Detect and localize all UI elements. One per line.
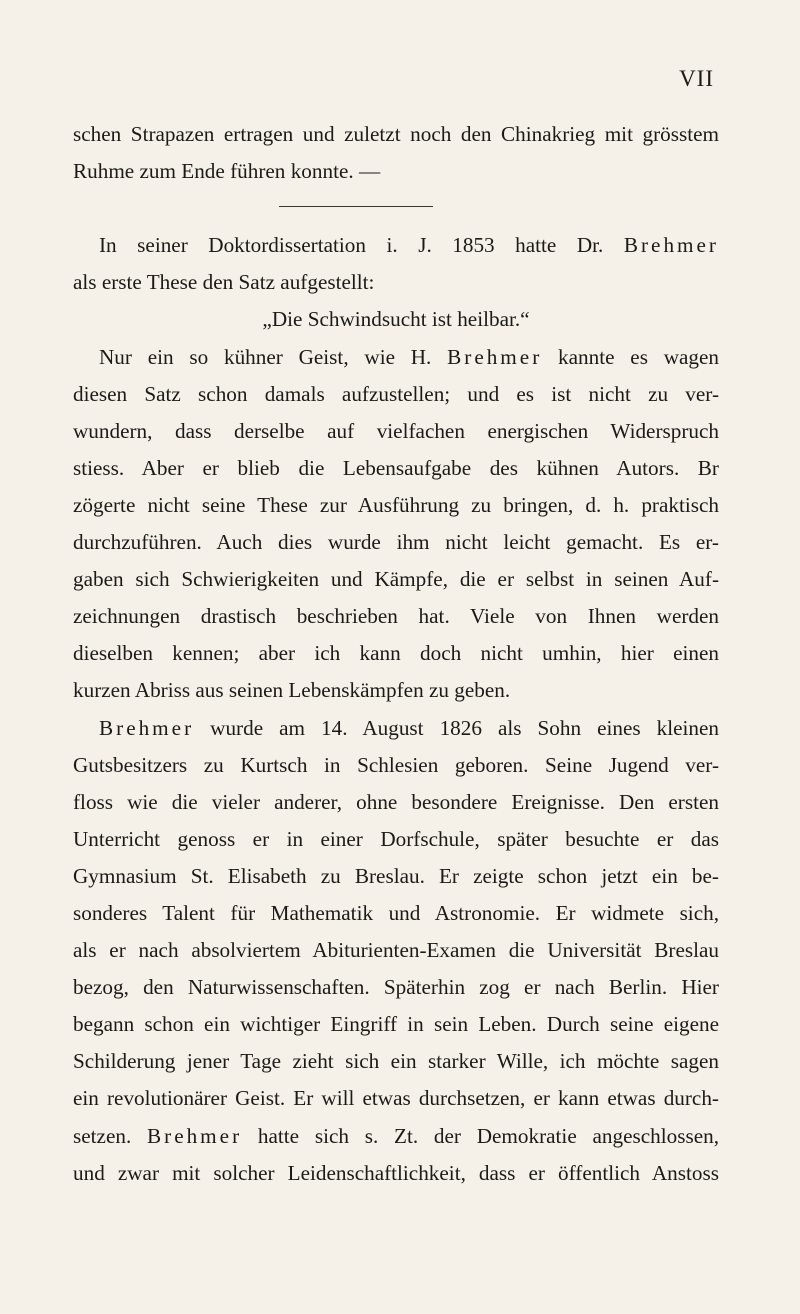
text-line: begann schon ein wichtiger Eingriff in sein Leben. Durch seine eigene (73, 1012, 719, 1037)
text-line: kurzen Abriss aus seinen Lebenskämpfen zu geben. (73, 678, 511, 703)
text-line: sonderes Talent für Mathematik und Astronomie. Er widmete sich, (73, 900, 719, 925)
surname-emphasis: Brehmer (447, 344, 543, 369)
text-line: In seiner Doktordissertation i. J. 1853 hatte Dr. Brehmer (99, 233, 719, 258)
text-line: durchzuführen. Auch dies wurde ihm nicht leicht gemacht. Es er- (73, 530, 719, 555)
text-line: gaben sich Schwierigkeiten und Kämpfe, die er selbst in seinen Auf- (73, 567, 719, 592)
text-line: Brehmer wurde am 14. August 1826 als Sohn eines kleinen (99, 715, 719, 740)
text-line: schen Strapazen ertragen und zuletzt noch den Chinakrieg mit grösstem (73, 122, 719, 146)
text-line: bezog, den Naturwissenschaften. Späterhin zog er nach Berlin. Hier (73, 975, 719, 1000)
divider-rule (279, 206, 433, 207)
text-line: als erste These den Satz aufgestellt: (73, 270, 375, 295)
surname-emphasis: Brehmer (623, 233, 719, 258)
text-line: und zwar mit solcher Leidenschaftlichkeit, dass er öffentlich Anstoss (73, 1160, 719, 1185)
surname-emphasis: Brehmer (99, 715, 195, 740)
text-line: floss wie die vieler anderer, ohne besondere Ereignisse. Den ersten (73, 789, 719, 814)
text-line: ein revolutionärer Geist. Er will etwas durchsetzen, er kann etwas durch- (73, 1086, 719, 1111)
text-line: Schilderung jener Tage zieht sich ein starker Wille, ich möchte sagen (73, 1049, 719, 1074)
text-line: Ruhme zum Ende führen konnte. — (73, 159, 381, 184)
text-line: diesen Satz schon damals aufzustellen; und es ist nicht zu ver- (73, 381, 719, 406)
text-line: zögerte nicht seine These zur Ausführung zu bringen, d. h. praktisch (73, 492, 719, 517)
text-line: setzen. Brehmer hatte sich s. Zt. der Demokratie angeschlossen, (73, 1123, 719, 1148)
surname-emphasis: Brehmer (147, 1123, 243, 1148)
page-number: VII (679, 66, 714, 91)
text-line: als er nach absolviertem Abiturienten-Examen die Universität Breslau (73, 938, 719, 963)
text-line: Gymnasium St. Elisabeth zu Breslau. Er zeigte schon jetzt ein be- (73, 863, 719, 888)
text-line: dieselben kennen; aber ich kann doch nicht umhin, hier einen (73, 641, 719, 666)
text-line: stiess. Aber er blieb die Lebensaufgabe des kühnen Autors. Br (73, 455, 719, 480)
section-divider (73, 190, 719, 227)
text-line: zeichnungen drastisch beschrieben hat. Viele von Ihnen werden (73, 604, 719, 629)
thesis-quote: „Die Schwindsucht ist heilbar.“ (262, 307, 530, 332)
text-line: Unterricht genoss er in einer Dorfschule, später besuchte er das (73, 826, 719, 851)
text-line: Nur ein so kühner Geist, wie H. Brehmer kannte es wagen (99, 344, 720, 369)
text-line: Gutsbesitzers zu Kurtsch in Schlesien geboren. Seine Jugend ver- (73, 752, 719, 777)
text-line: wundern, dass derselbe auf vielfachen energischen Widerspruch (73, 418, 719, 443)
body-text (73, 116, 719, 1192)
